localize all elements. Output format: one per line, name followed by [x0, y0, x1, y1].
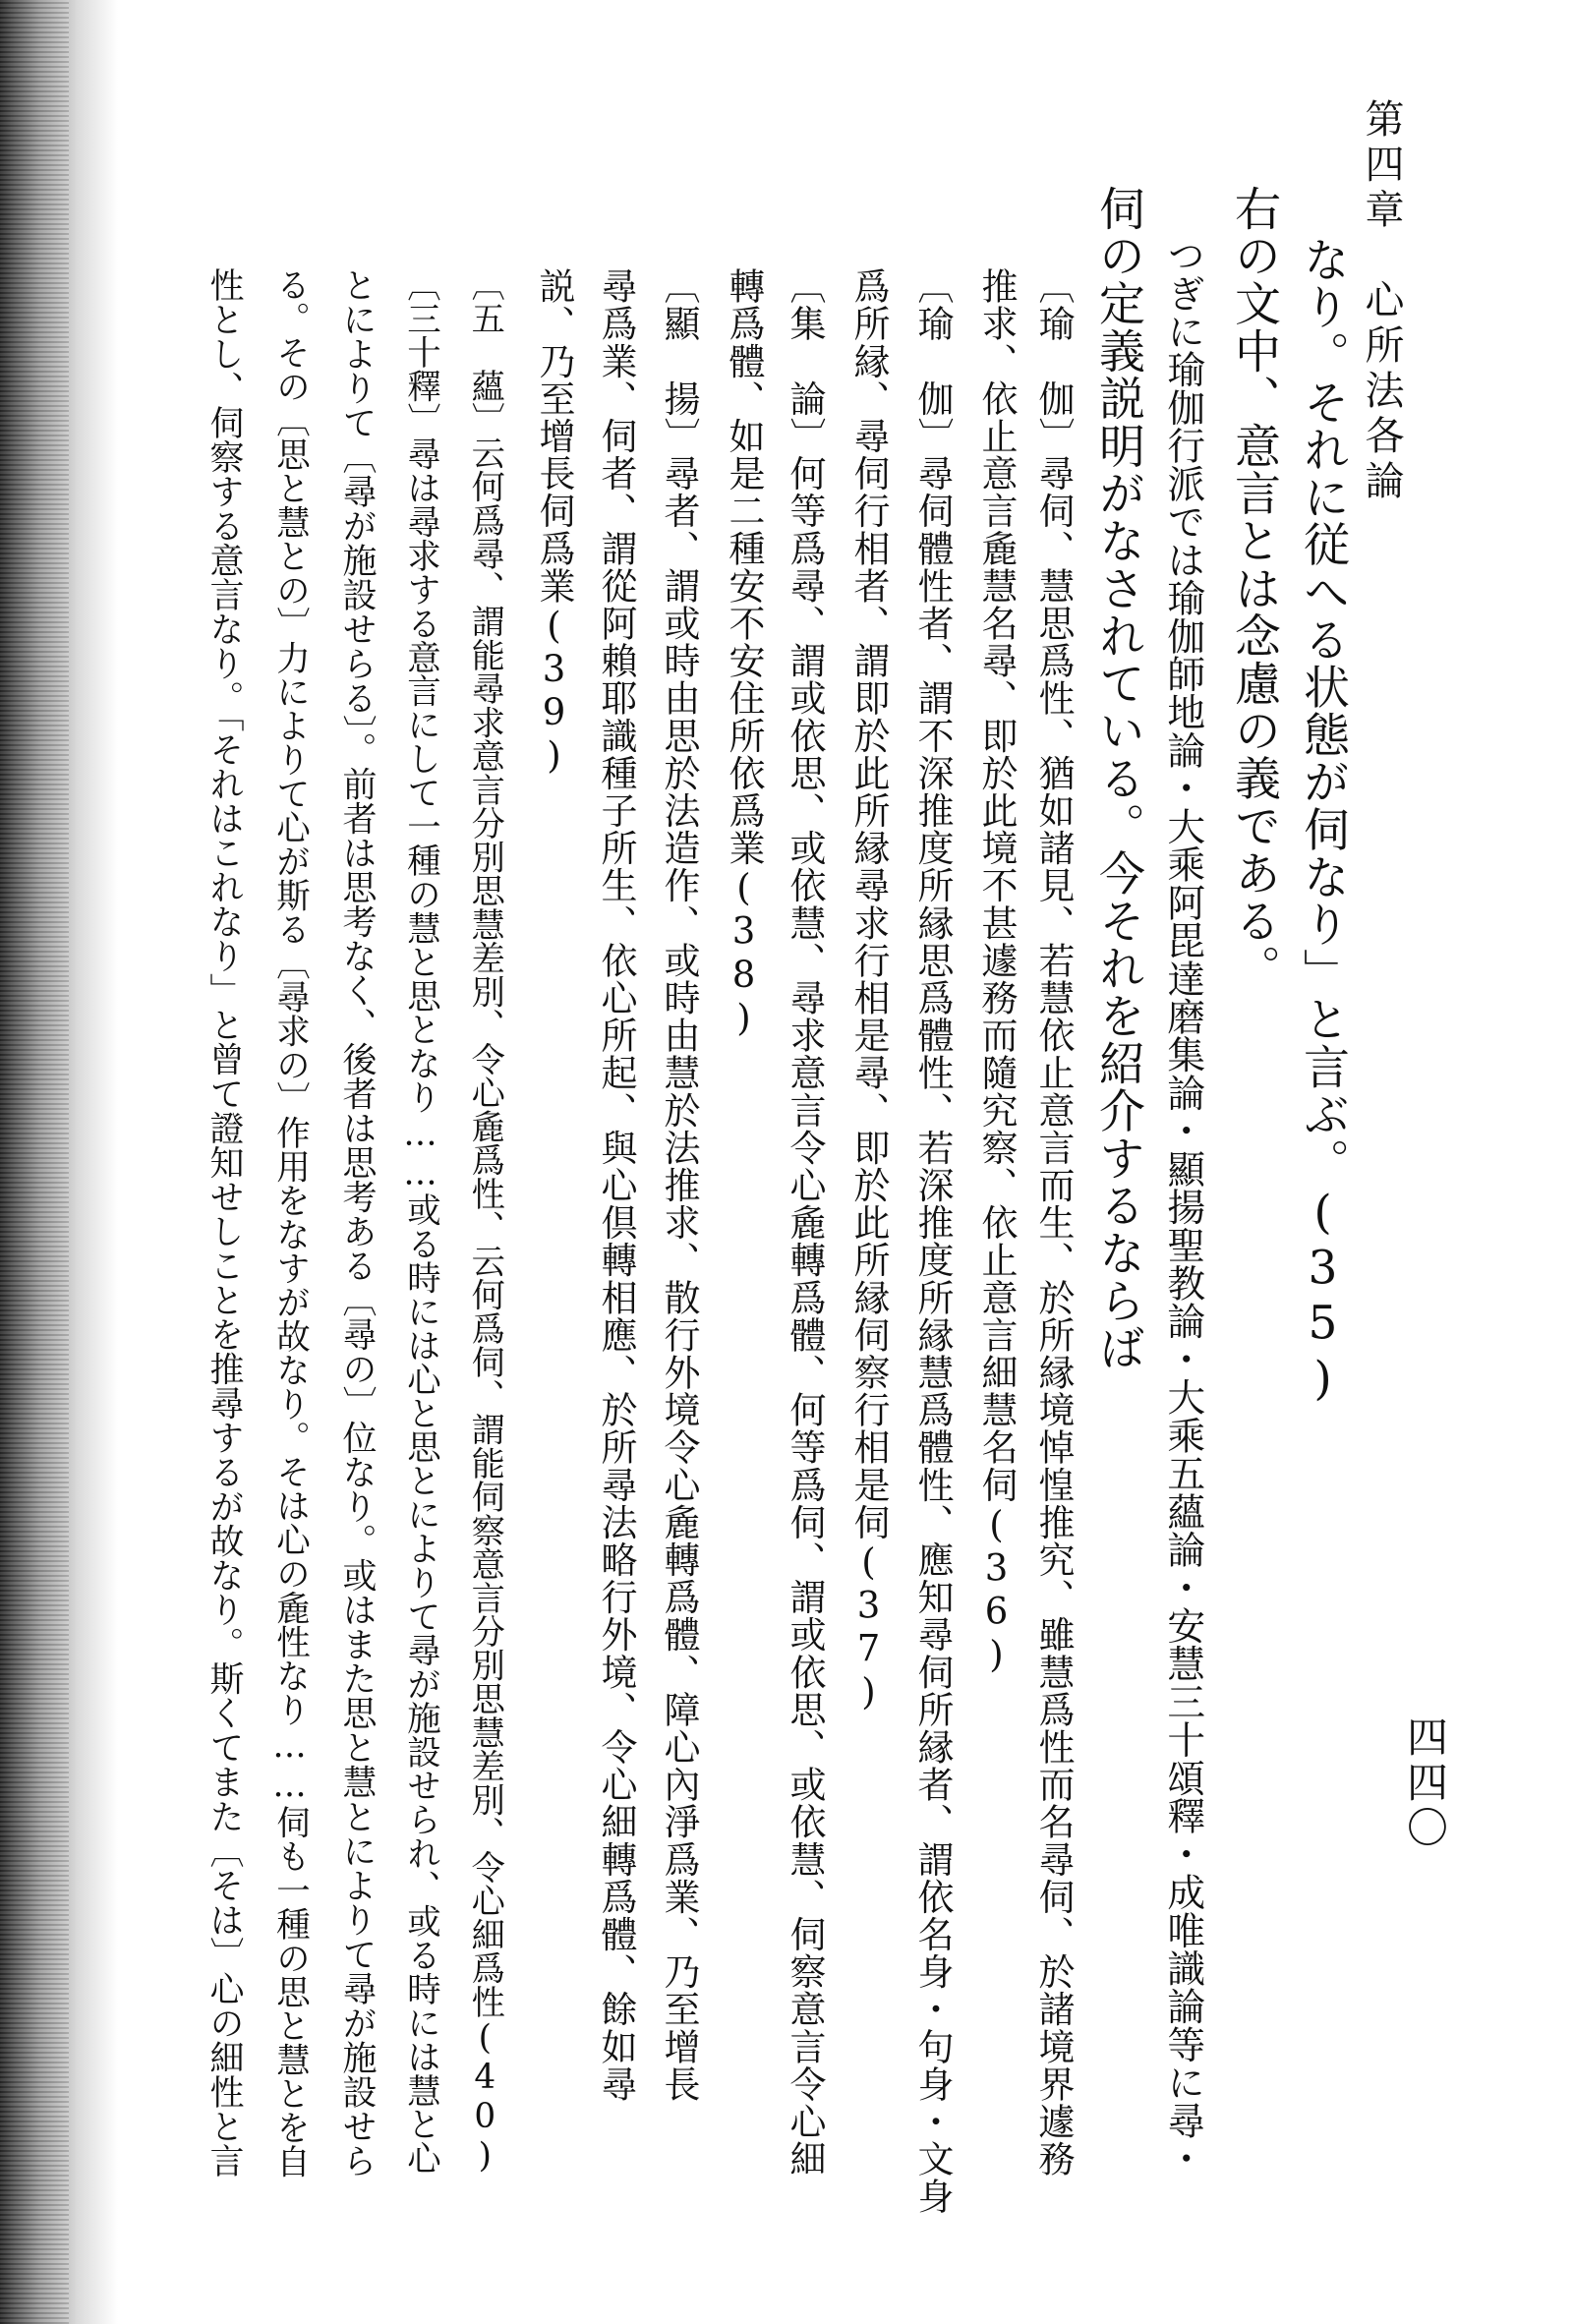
quote-column-8: 尋爲業、伺者、謂從阿賴耶識種子所生、依心所起、與心倶轉相應、於所尋法略行外境、令心細轉爲體、餘如尋 — [595, 267, 637, 2103]
quote-column-3: 〔瑜 伽〕尋伺體性者、謂不深推度所縁思爲體性、若深推度所縁慧爲體性、應知尋伺所縁者、謂依名身・句身・文身 — [911, 267, 954, 2216]
quote-column-10: 〔五 蘊〕云何爲尋、謂能尋求意言分別思慧差別、令心麁爲性、云何爲伺、謂能伺察意言分別思慧差別、令心細爲性(40) — [465, 267, 505, 2176]
quote-column-5: 〔集 論〕何等爲尋、謂或依思、或依慧、尋求意言令心麁轉爲體、何等爲伺、謂或依思、或依慧、伺察意言令心細 — [784, 267, 826, 2179]
text-column-3: つぎに瑜伽行派では瑜伽師地論・大乘阿毘達磨集論・顯揚聖教論・大乘五蘊論・安慧三十頌釋・成唯識論等に尋・ — [1160, 236, 1205, 2178]
chapter-header: 第四章 心所法各論 — [1359, 98, 1404, 505]
page-number: 四四〇 — [1401, 1715, 1449, 1851]
text-column-2: 右の文中、意言とは念慮の義である。 — [1227, 185, 1281, 993]
quote-column-4: 爲所縁、尋伺行相者、謂即於此所縁尋求行相是尋、即於此所縁伺察行相是伺(37) — [847, 267, 890, 1714]
text-column-6: る。その〔思と慧との〕力によりて心が斯る〔尋求の〕作用をなすが故なり。そは心の麁性なり……伺も一種の思と慧とを自 — [269, 267, 310, 2179]
quote-column-7: 〔顯 揚〕尋者、謂或時由思於法造作、或時由慧於法推求、散行外境令心麁轉爲體、障心內淨爲業、乃至增長 — [658, 267, 700, 2103]
quote-column-6: 轉爲體、如是二種安不安住所依爲業(38) — [723, 267, 765, 1040]
text-column-7: 性とし、伺察する意言なり。「それはこれなり」と曾て證知せしことを推尋するが故なり。斯くてまた〔そは〕心の細性と言 — [204, 267, 245, 2179]
text-column-5: とによりて〔尋が施設せらる〕。前者は思考なく、後者は思考ある〔尋の〕位なり。或はまた思と慧とによりて尋が施設せら — [337, 267, 378, 2179]
quote-column-1: 〔瑜 伽〕尋伺、慧思爲性、猶如諸見、若慧依止意言而生、於所縁境悼惶推究、雖慧爲性而名尋伺、於諸境界遽務 — [1032, 267, 1075, 2179]
quote-column-11: 〔三十釋〕尋は尋求する意言にして一種の慧と思となり……或る時には心と思とによりて尋が施設せられ、或る時には慧と心 — [400, 267, 440, 2176]
text-column-1: なり。それに従へる状態が伺なり」と言ぶ。(35) — [1296, 236, 1350, 1408]
quote-column-2: 推求、依止意言麁慧名尋、即於此境不甚遽務而隨究察、依止意言細慧名伺(36) — [975, 267, 1018, 1677]
text-column-4: 伺の定義説明がなされている。今それを紹介するならば — [1091, 185, 1145, 1372]
quote-column-9: 説、乃至增長伺爲業(39) — [533, 267, 575, 779]
